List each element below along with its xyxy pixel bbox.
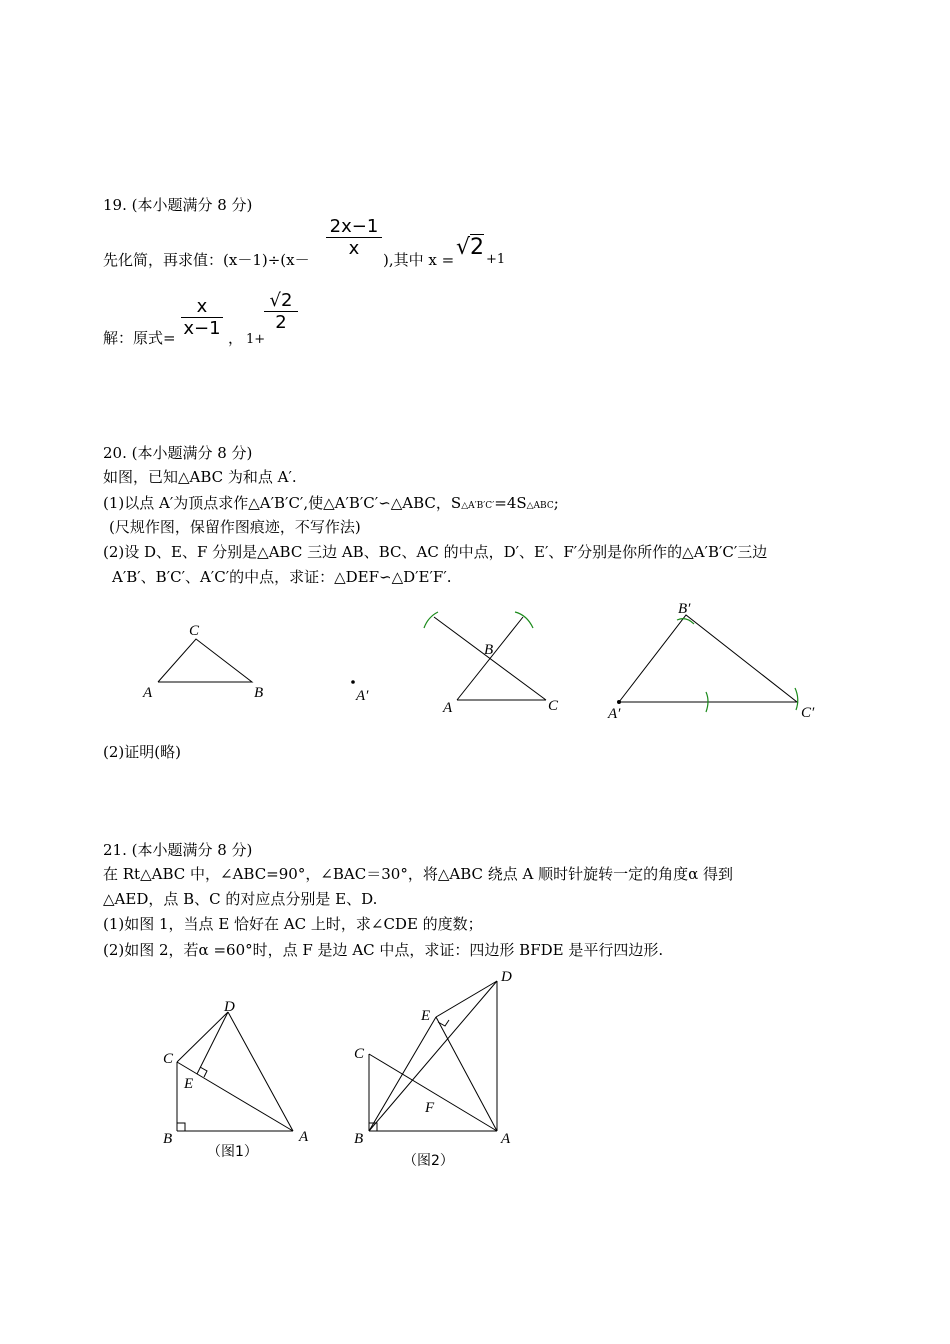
q20-line2-sub1: △A′B′C′ bbox=[461, 501, 495, 511]
q21-f1-label-d: D bbox=[224, 999, 235, 1015]
q21-f2-label-e: E bbox=[421, 1008, 431, 1024]
q20-label-a2: A bbox=[443, 700, 453, 716]
q21-f2-label-f: F bbox=[425, 1100, 435, 1116]
q20-construction-arcs-2 bbox=[677, 619, 798, 712]
q21-line3: (1)如图 1，当点 E 恰好在 AC 上时，求∠CDE 的度数； bbox=[103, 915, 483, 933]
q19-sol-sep: ， bbox=[228, 329, 244, 347]
q20-line3: (尺规作图，保留作图痕迹，不写作法) bbox=[109, 518, 361, 536]
q20-line4: (2)设 D、E、F 分别是△ABC 三边 AB、BC、AC 的中点，D′、E′、F′分别是你所作的△A′B′C′三边 bbox=[103, 543, 768, 561]
q19-expr-a: (x－1)÷(x－ bbox=[223, 251, 310, 269]
q20-label-b2: B bbox=[484, 642, 494, 658]
q20-label-a3: A′ bbox=[608, 706, 621, 722]
q20-triangle-apbpcp bbox=[619, 615, 797, 702]
q20-label-c2: C bbox=[548, 698, 559, 714]
q21-line2: △AED，点 B、C 的对应点分别是 E、D. bbox=[103, 890, 378, 908]
q20-label-c1: C bbox=[189, 623, 200, 639]
q21-fig1-caption: （图1） bbox=[207, 1144, 258, 1160]
q20-label-b3: B′ bbox=[678, 601, 691, 617]
q19-plus-one: +1 bbox=[486, 252, 506, 267]
q20-line1: 如图，已知△ABC 为和点 A′. bbox=[103, 468, 297, 486]
q21-f2-label-b: B bbox=[354, 1131, 364, 1147]
q20-label-ap: A′ bbox=[356, 688, 369, 704]
q19-frac-den: x bbox=[326, 237, 382, 259]
q20-label-b1: B bbox=[254, 685, 264, 701]
q19-solution-label: 解：原式= bbox=[103, 329, 176, 347]
q20-answer2: (2)证明(略) bbox=[103, 743, 181, 761]
q21-f2-label-d: D bbox=[501, 969, 512, 985]
q21-figures bbox=[0, 965, 950, 1169]
q21-f2-label-a: A bbox=[501, 1131, 511, 1147]
q21-figure1 bbox=[177, 1012, 293, 1131]
q20-line5: A′B′、B′C′、A′C′的中点，求证：△DEF∽△D′E′F′. bbox=[112, 568, 452, 586]
q19-sol-num: x bbox=[196, 296, 208, 317]
q20-line2 bbox=[103, 493, 559, 516]
q21-header: 21. (本小题满分 8 分) bbox=[103, 841, 253, 859]
q21-line1: 在 Rt△ABC 中，∠ABC=90°，∠BAC＝30°，将△ABC 绕点 A 顺时针旋转一定的角度α 得到 bbox=[103, 865, 734, 883]
q21-f1-label-b: B bbox=[163, 1131, 173, 1147]
q20-line2-mid: =4S bbox=[494, 494, 527, 512]
q19-fraction bbox=[326, 216, 382, 259]
q20-line2-text: (1)以点 A′为顶点求作△A′B′C′,使△A′B′C′∽△ABC，S bbox=[103, 494, 462, 512]
q20-point-aprime bbox=[351, 680, 355, 684]
q20-line2-sub2: △ABC bbox=[526, 501, 554, 511]
q21-fig2-caption: （图2） bbox=[403, 1153, 454, 1169]
q21-f1-label-c: C bbox=[163, 1051, 174, 1067]
q20-triangle-abc bbox=[158, 639, 252, 682]
q20-figures bbox=[0, 600, 950, 740]
q19-sol-prefix: 1+ bbox=[246, 332, 266, 347]
q20-label-c3: C′ bbox=[801, 705, 815, 721]
q19-prompt bbox=[103, 250, 310, 270]
q20-point-a3 bbox=[617, 700, 621, 704]
q19-sqrt-val: 2 bbox=[470, 235, 485, 260]
q20-header: 20. (本小题满分 8 分) bbox=[103, 444, 253, 462]
q19-sol-den: x−1 bbox=[181, 317, 223, 339]
q21-f2-label-c: C bbox=[354, 1046, 365, 1062]
q20-label-a1: A bbox=[143, 685, 153, 701]
q20-line2-end: ; bbox=[553, 494, 559, 512]
q19-sqrt: √2 bbox=[456, 235, 485, 260]
q21-line4: (2)如图 2，若α =60°时，点 F 是边 AC 中点，求证：四边形 BFDE 是平行四边形. bbox=[103, 941, 664, 959]
q21-f1-label-a: A bbox=[299, 1129, 309, 1145]
q20-construction bbox=[434, 617, 546, 700]
q19-header: 19. (本小题满分 8 分) bbox=[103, 196, 253, 214]
q19-prompt-start: 先化简，再求值： bbox=[103, 251, 224, 269]
q19-sol-value-den: 2 bbox=[264, 311, 298, 333]
q21-f1-label-e: E bbox=[184, 1076, 194, 1092]
q19-frac-num: 2x−1 bbox=[329, 216, 379, 237]
q19-sol-fraction bbox=[181, 296, 223, 339]
q19-sol-value-fraction bbox=[264, 290, 298, 333]
q19-sol-value-num: √2 bbox=[269, 290, 293, 311]
q19-expr-b: ),其中 x = bbox=[383, 251, 455, 269]
